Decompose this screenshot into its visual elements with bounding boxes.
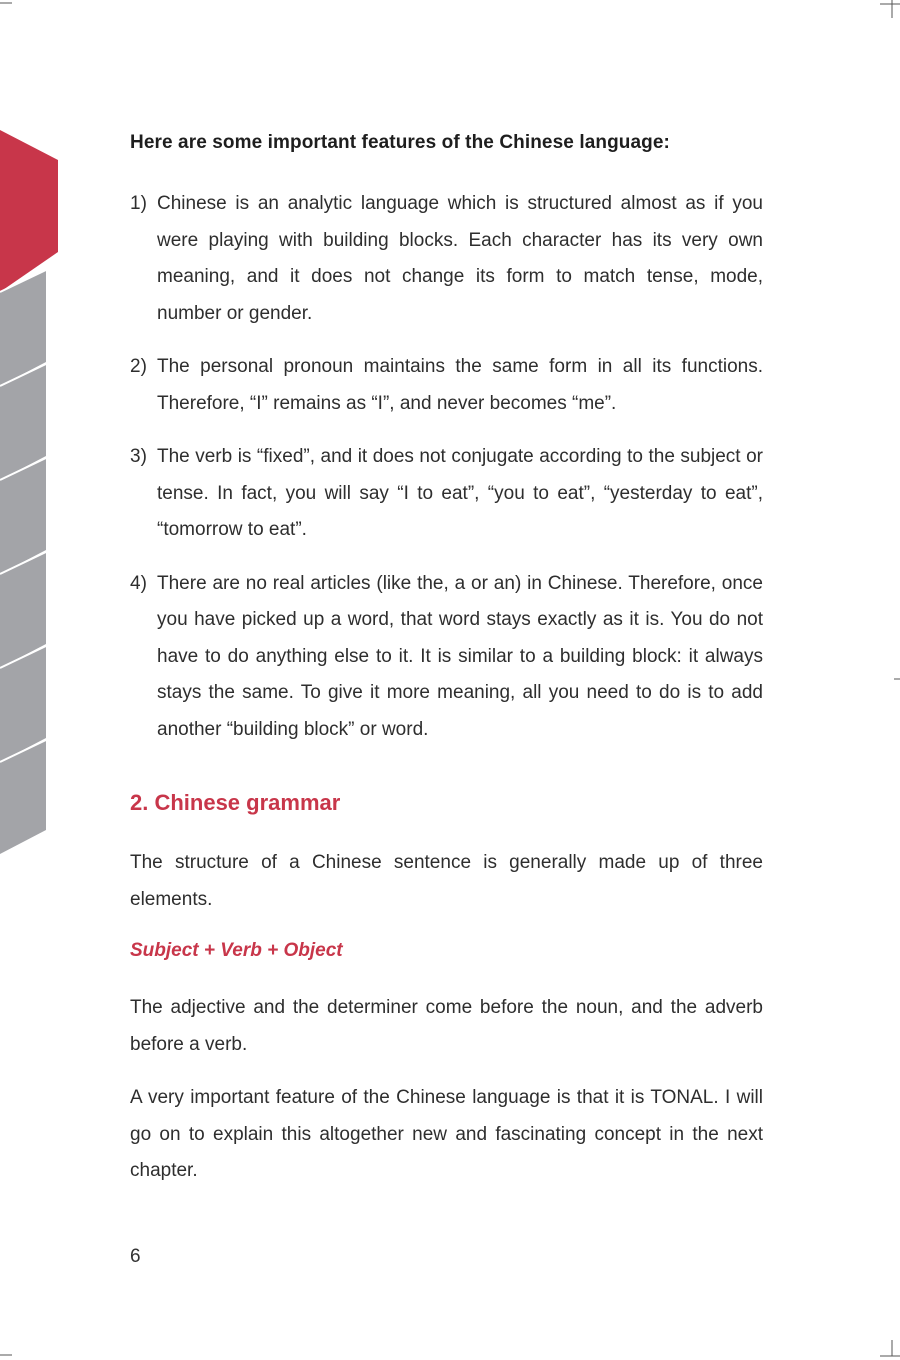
page-number: 6 <box>130 1246 141 1267</box>
side-tab-decoration <box>0 0 70 870</box>
list-item-number: 2) <box>130 356 147 377</box>
list-item <box>130 186 763 332</box>
crop-mark-bottom-left <box>0 1352 14 1358</box>
crop-mark-top-left <box>0 0 14 6</box>
list-item-text: Chinese is an analytic language which is structured almost as if you were playing with building blocks. Each character has its very own meaning, and it does not change its form to match tense, mode, number or gender. <box>157 193 763 324</box>
list-item-text: The verb is “fixed”, and it does not conjugate according to the subject or tense. In fact, you will say “I to eat”, “you to eat”, “yesterday to eat”, “tomorrow to eat”. <box>157 446 763 540</box>
list-item <box>130 566 763 749</box>
paragraph-structure: The structure of a Chinese sentence is generally made up of three elements. <box>130 852 763 910</box>
list-item-number: 4) <box>130 572 147 594</box>
paragraph-tonal: A very important feature of the Chinese language is that it is TONAL. I will go on to explain this altogether new and fascinating concept in the next chapter. <box>130 1087 763 1181</box>
active-chapter-tab <box>0 130 58 292</box>
paragraph-adjective: The adjective and the determiner come before the noun, and the adverb before a verb. <box>130 997 763 1055</box>
feature-list <box>130 186 763 765</box>
crop-mark-bottom-right <box>872 1340 900 1360</box>
crop-mark-right-middle <box>892 676 900 682</box>
section-heading: 2. Chinese grammar <box>130 790 341 815</box>
intro-heading: Here are some important features of the Chinese language: <box>130 132 670 153</box>
list-item-text: The personal pronoun maintains the same form in all its functions. Therefore, “I” remains as “I”, and never becomes “me”. <box>157 356 763 414</box>
list-item-number: 3) <box>130 446 147 467</box>
list-item-text: There are no real articles (like the, a or an) in Chinese. Therefore, once you have picked up a word, that word stays exactly as it is. You do not have to do anything else to it. It is similar to a building block: it always stays the same. To give it more meaning, all you need to do is to add another “building block” or word. <box>157 572 763 740</box>
crop-mark-top-right <box>872 0 900 20</box>
list-item <box>130 349 763 422</box>
sentence-formula: Subject + Verb + Object <box>130 940 343 961</box>
list-item <box>130 439 763 549</box>
list-item-number: 1) <box>130 193 147 214</box>
